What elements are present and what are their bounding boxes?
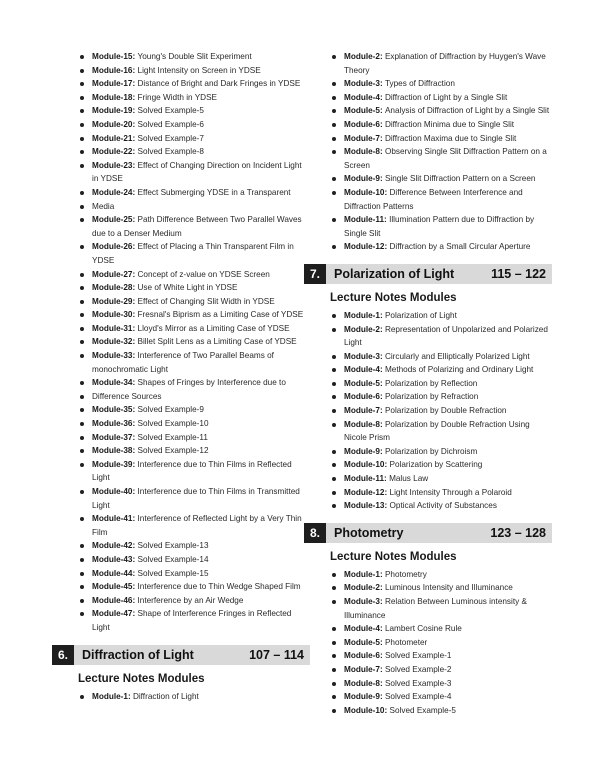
- module-label: Module-4: [344, 365, 380, 375]
- list-item: Module-41: Interference of Reflected Light by a Very Thin Film: [78, 512, 310, 539]
- module-title: Polarization by Refraction: [384, 392, 479, 402]
- module-label: Module-2: [344, 324, 380, 334]
- module-title: Polarization by Scattering: [389, 460, 483, 470]
- module-list: [78, 50, 310, 635]
- module-label: Module-29: [92, 296, 133, 306]
- list-item: Module-23: Effect of Changing Direction on Incident Light in YDSE: [78, 159, 310, 186]
- list-item: Module-38: Solved Example-12: [78, 444, 310, 458]
- list-item: Module-11: Malus Law: [330, 472, 552, 486]
- list-item: Module-34: Shapes of Fringes by Interference due to: [78, 376, 310, 390]
- module-label: Module-33: [92, 351, 133, 361]
- module-title: Lloyd's Mirror as a Limiting Case of YDSE: [137, 323, 290, 333]
- module-label: Module-30: [92, 310, 133, 320]
- list-item: Module-22: Solved Example-8: [78, 145, 310, 159]
- module-list: [330, 50, 552, 254]
- module-title: Diffraction of Light by a Single Slit: [384, 92, 508, 102]
- list-item: Module-37: Solved Example-11: [78, 431, 310, 445]
- module-label: Module-12: [344, 242, 385, 252]
- module-title: Interference due to Thin Wedge Shaped Film: [137, 582, 301, 592]
- module-title: Media: [92, 201, 115, 211]
- module-label: Module-38: [92, 446, 133, 456]
- module-title: Fresnal's Biprism as a Limiting Case of YDSE: [137, 310, 304, 320]
- module-title: Optical Activity of Substances: [389, 501, 497, 511]
- module-title: Light Intensity on Screen in YDSE: [137, 65, 261, 75]
- module-title: Solved Example-15: [137, 568, 209, 578]
- list-item: Module-17: Distance of Bright and Dark Fringes in YDSE: [78, 77, 310, 91]
- module-label: Module-10: [344, 460, 385, 470]
- list-item: Module-20: Solved Example-6: [78, 118, 310, 132]
- module-label: Module-7: [344, 664, 380, 674]
- list-item: Module-25: Path Difference Between Two Parallel Waves due to a Denser Medium: [78, 213, 310, 240]
- list-item: Module-6: Polarization by Refraction: [330, 390, 552, 404]
- module-title: Difference Sources: [92, 391, 162, 401]
- module-label: Module-23: [92, 160, 133, 170]
- module-label: Module-46: [92, 595, 133, 605]
- left-column: [57, 50, 310, 703]
- list-item: Module-29: Effect of Changing Slit Width in YDSE: [78, 295, 310, 309]
- module-title: Lambert Cosine Rule: [384, 624, 462, 634]
- module-title: Circularly and Elliptically Polarized Light: [384, 351, 530, 361]
- page-range: 123 – 128: [490, 525, 546, 540]
- module-label: Module-5: [344, 378, 380, 388]
- list-item: Module-10: Polarization by Scattering: [330, 458, 552, 472]
- page-range: 115 – 122: [491, 266, 546, 281]
- module-label: Module-15: [92, 52, 133, 61]
- module-title: Young's Double Slit Experiment: [137, 52, 252, 61]
- module-label: Module-21: [92, 133, 133, 143]
- list-item: Module-2: Explanation of Diffraction by Huygen's Wave Theory: [330, 50, 552, 77]
- list-item: [78, 200, 310, 214]
- module-title: Solved Example-6: [137, 119, 204, 129]
- module-label: Module-13: [344, 501, 385, 511]
- list-item: Module-4: Methods of Polarizing and Ordinary Light: [330, 363, 552, 377]
- module-title: Diffraction by a Small Circular Aperture: [389, 242, 531, 252]
- module-title: Analysis of Diffraction of Light by a Single Slit: [384, 106, 550, 116]
- lecture-notes-heading: Lecture Notes Modules: [330, 550, 457, 563]
- list-item: Module-8: Observing Single Slit Diffraction Pattern on a Screen: [330, 145, 552, 172]
- module-label: Module-6: [344, 392, 380, 402]
- module-label: Module-9: [344, 692, 380, 702]
- module-label: Module-40: [92, 487, 133, 496]
- module-title: Observing Single Slit Diffraction Pattern on a Screen: [344, 147, 547, 170]
- module-label: Module-44: [92, 568, 133, 578]
- list-item: Module-5: Polarization by Reflection: [330, 377, 552, 391]
- list-item: Module-7: Polarization by Double Refraction: [330, 404, 552, 418]
- module-title: Concept of z-value on YDSE Screen: [137, 269, 270, 279]
- list-item: Module-4: Diffraction of Light by a Single Slit: [330, 91, 552, 105]
- module-label: Module-8: [344, 147, 380, 157]
- list-item: Module-3: Circularly and Elliptically Polarized Light: [330, 350, 552, 364]
- list-item: Module-12: Light Intensity Through a Polaroid: [330, 486, 552, 500]
- module-label: Module-2: [344, 583, 380, 593]
- module-title: Interference of Reflected Light by a Very Thin Film: [92, 514, 302, 537]
- list-item: Module-11: Illumination Pattern due to Diffraction by Single Slit: [330, 213, 552, 240]
- module-title: Diffraction of Light: [132, 691, 199, 701]
- module-title: Polarization by Reflection: [384, 378, 478, 388]
- module-title: Diffraction Minima due to Single Slit: [384, 119, 515, 129]
- list-item: Module-43: Solved Example-14: [78, 553, 310, 567]
- list-item: Module-8: Polarization by Double Refraction Using Nicole Prism: [330, 418, 552, 445]
- module-label: Module-9: [344, 446, 380, 456]
- module-title: Effect Submerging YDSE in a Transparent: [137, 187, 291, 197]
- list-item: Module-1: Diffraction of Light: [78, 690, 310, 704]
- module-title: Illumination Pattern due to Diffraction by Single Slit: [344, 215, 535, 238]
- module-title: Solved Example-12: [137, 446, 209, 456]
- module-title: Interference due to Thin Films in Reflected Light: [92, 459, 292, 483]
- module-label: Module-1: [92, 691, 128, 701]
- list-item: Module-26: Effect of Placing a Thin Transparent Film in YDSE: [78, 240, 310, 267]
- list-item: Module-24: Effect Submerging YDSE in a Transparent: [78, 186, 310, 200]
- module-label: Module-27: [92, 269, 133, 279]
- module-title: Types of Diffraction: [384, 79, 455, 89]
- module-title: Diffraction Maxima due to Single Slit: [384, 133, 517, 143]
- module-label: Module-3: [344, 351, 380, 361]
- chapter-header-7: [304, 264, 552, 284]
- module-label: Module-9: [344, 174, 380, 184]
- module-title: Path Difference Between Two Parallel Waves due to a Denser Medium: [92, 215, 302, 238]
- list-item: Module-46: Interference by an Air Wedge: [78, 594, 310, 608]
- module-label: Module-22: [92, 147, 133, 157]
- module-label: Module-4: [344, 624, 380, 634]
- list-item: Module-39: Interference due to Thin Films in Reflected Light: [78, 458, 310, 485]
- module-title: Malus Law: [389, 474, 429, 484]
- module-label: Module-28: [92, 283, 133, 293]
- module-label: Module-25: [92, 215, 133, 225]
- list-item: Module-9: Single Slit Diffraction Pattern on a Screen: [330, 172, 552, 186]
- chapter-title: Photometry: [334, 525, 404, 540]
- list-item: Module-45: Interference due to Thin Wedge Shaped Film: [78, 580, 310, 594]
- chapter-title: Diffraction of Light: [82, 647, 194, 662]
- module-label: Module-37: [92, 432, 133, 442]
- module-label: Module-3: [344, 79, 380, 89]
- module-label: Module-10: [344, 705, 385, 715]
- list-item: Module-47: Shape of Interference Fringes in Reflected Light: [78, 607, 310, 634]
- module-label: Module-11: [344, 215, 385, 225]
- module-title: Photometry: [384, 569, 427, 579]
- module-label: Module-6: [344, 651, 380, 661]
- list-item: Module-13: Optical Activity of Substances: [330, 499, 552, 513]
- module-label: Module-45: [92, 582, 133, 592]
- module-title: Representation of Unpolarized and Polarized Light: [344, 324, 548, 348]
- list-item: Module-27: Concept of z-value on YDSE Screen: [78, 268, 310, 282]
- module-title: Solved Example-5: [137, 106, 204, 116]
- module-title: Effect of Placing a Thin Transparent Film in YDSE: [92, 242, 294, 265]
- module-label: Module-18: [92, 92, 133, 102]
- module-title: Solved Example-10: [137, 419, 209, 429]
- module-label: Module-35: [92, 405, 133, 415]
- list-item: Module-2: Representation of Unpolarized and Polarized Light: [330, 323, 552, 350]
- module-list: [330, 309, 552, 513]
- module-label: Module-17: [92, 79, 133, 89]
- module-title: Polarization by Dichroism: [384, 446, 478, 456]
- list-item: Module-1: Polarization of Light: [330, 309, 552, 323]
- list-item: Module-42: Solved Example-13: [78, 539, 310, 553]
- chapter-header-8: [304, 523, 552, 543]
- right-column: [309, 50, 552, 717]
- module-label: Module-11: [344, 474, 385, 484]
- list-item: Module-2: Luminous Intensity and Illuminance: [330, 581, 552, 595]
- module-title: Polarization by Double Refraction: [384, 406, 507, 416]
- module-label: Module-5: [344, 637, 380, 647]
- list-item: Module-44: Solved Example-15: [78, 567, 310, 581]
- module-label: Module-10: [344, 187, 385, 197]
- module-title: Single Slit Diffraction Pattern on a Screen: [384, 174, 536, 184]
- module-title: Solved Example-3: [384, 678, 452, 688]
- module-label: Module-43: [92, 554, 133, 564]
- list-item: Module-1: Photometry: [330, 568, 552, 582]
- module-label: Module-12: [344, 487, 385, 497]
- module-label: Module-7: [344, 133, 380, 143]
- module-title: Effect of Changing Slit Width in YDSE: [137, 296, 275, 306]
- module-title: Solved Example-14: [137, 554, 209, 564]
- list-item: Module-15: Young's Double Slit Experiment: [78, 50, 310, 64]
- module-label: Module-24: [92, 187, 133, 197]
- list-item: Module-5: Photometer: [330, 636, 552, 650]
- module-label: Module-4: [344, 92, 380, 102]
- module-label: Module-6: [344, 119, 380, 129]
- module-title: Solved Example-1: [384, 651, 452, 661]
- list-item: [78, 390, 310, 404]
- list-item: Module-30: Fresnal's Biprism as a Limiting Case of YDSE: [78, 308, 310, 322]
- list-item: Module-28: Use of White Light in YDSE: [78, 281, 310, 295]
- module-title: Interference by an Air Wedge: [137, 595, 244, 605]
- list-item: Module-40: Interference due to Thin Films in Transmitted Light: [78, 485, 310, 512]
- list-item: Module-33: Interference of Two Parallel Beams of monochromatic Light: [78, 349, 310, 376]
- list-item: Module-3: Relation Between Luminous intensity & Illuminance: [330, 595, 552, 622]
- module-title: Distance of Bright and Dark Fringes in YDSE: [137, 79, 301, 89]
- list-item: Module-5: Analysis of Diffraction of Light by a Single Slit: [330, 104, 552, 118]
- module-title: Solved Example-7: [137, 133, 204, 143]
- module-label: Module-1: [344, 310, 380, 320]
- module-title: Use of White Light in YDSE: [137, 283, 238, 293]
- list-item: Module-21: Solved Example-7: [78, 132, 310, 146]
- module-label: Module-19: [92, 106, 133, 116]
- module-label: Module-20: [92, 119, 133, 129]
- module-title: Luminous Intensity and Illuminance: [384, 583, 513, 593]
- module-title: Billet Split Lens as a Limiting Case of YDSE: [137, 337, 297, 347]
- module-title: Polarization of Light: [384, 310, 457, 320]
- module-title: Solved Example-2: [384, 664, 452, 674]
- module-title: Polarization by Double Refraction Using Nicole Prism: [344, 419, 530, 443]
- module-label: Module-2: [344, 52, 380, 61]
- module-title: Solved Example-9: [137, 405, 204, 415]
- module-label: Module-7: [344, 406, 380, 416]
- lecture-notes-heading: Lecture Notes Modules: [78, 672, 205, 685]
- module-title: Shapes of Fringes by Interference due to: [137, 378, 286, 388]
- list-item: Module-12: Diffraction by a Small Circular Aperture: [330, 240, 552, 254]
- module-label: Module-3: [344, 597, 380, 606]
- module-label: Module-26: [92, 242, 133, 252]
- list-item: Module-7: Solved Example-2: [330, 663, 552, 677]
- module-title: Relation Between Luminous intensity & Illuminance: [344, 597, 527, 620]
- list-item: Module-9: Polarization by Dichroism: [330, 445, 552, 459]
- list-item: Module-10: Solved Example-5: [330, 704, 552, 718]
- list-item: Module-16: Light Intensity on Screen in YDSE: [78, 64, 310, 78]
- module-label: Module-8: [344, 419, 380, 429]
- list-item: Module-4: Lambert Cosine Rule: [330, 622, 552, 636]
- chapter-header-6: [52, 645, 310, 665]
- list-item: Module-6: Solved Example-1: [330, 649, 552, 663]
- page-range: 107 – 114: [249, 647, 304, 662]
- module-title: Photometer: [384, 637, 428, 647]
- module-label: Module-39: [92, 459, 133, 469]
- chapter-number: 8.: [304, 523, 326, 543]
- module-title: Solved Example-13: [137, 541, 209, 551]
- module-list: [78, 690, 310, 704]
- module-label: Module-41: [92, 514, 133, 524]
- module-title: Difference Between Interference and Diffraction Patterns: [344, 187, 523, 211]
- module-label: Module-36: [92, 419, 133, 429]
- list-item: Module-7: Diffraction Maxima due to Single Slit: [330, 132, 552, 146]
- module-title: Fringe Width in YDSE: [137, 92, 217, 102]
- module-label: Module-31: [92, 323, 133, 333]
- module-list: [330, 568, 552, 718]
- list-item: Module-8: Solved Example-3: [330, 677, 552, 691]
- module-title: Interference due to Thin Films in Transmitted Light: [92, 487, 300, 510]
- list-item: Module-19: Solved Example-5: [78, 104, 310, 118]
- chapter-number: 6.: [52, 645, 74, 665]
- module-title: Interference of Two Parallel Beams of monochromatic Light: [92, 351, 274, 374]
- module-title: Solved Example-5: [389, 705, 456, 715]
- module-label: Module-16: [92, 65, 133, 75]
- list-item: Module-3: Types of Diffraction: [330, 77, 552, 91]
- list-item: Module-36: Solved Example-10: [78, 417, 310, 431]
- list-item: Module-35: Solved Example-9: [78, 403, 310, 417]
- module-title: Solved Example-4: [384, 692, 452, 702]
- lecture-notes-heading: Lecture Notes Modules: [330, 291, 457, 304]
- module-label: Module-32: [92, 337, 133, 347]
- module-title: Solved Example-8: [137, 147, 204, 157]
- list-item: Module-9: Solved Example-4: [330, 690, 552, 704]
- chapter-title: Polarization of Light: [334, 266, 455, 281]
- module-title: Effect of Changing Direction on Incident Light in YDSE: [92, 160, 302, 184]
- module-label: Module-8: [344, 678, 380, 688]
- list-item: Module-32: Billet Split Lens as a Limiting Case of YDSE: [78, 335, 310, 349]
- module-label: Module-1: [344, 569, 380, 579]
- module-title: Shape of Interference Fringes in Reflected Light: [92, 609, 292, 632]
- list-item: Module-6: Diffraction Minima due to Single Slit: [330, 118, 552, 132]
- list-item: Module-31: Lloyd's Mirror as a Limiting Case of YDSE: [78, 322, 310, 336]
- module-title: Explanation of Diffraction by Huygen's Wave Theory: [344, 52, 546, 75]
- module-label: Module-47: [92, 609, 133, 619]
- module-label: Module-42: [92, 541, 133, 551]
- list-item: Module-10: Difference Between Interference and Diffraction Patterns: [330, 186, 552, 213]
- chapter-number: 7.: [304, 264, 326, 284]
- module-title: Solved Example-11: [137, 432, 208, 442]
- module-title: Methods of Polarizing and Ordinary Light: [384, 365, 534, 375]
- list-item: Module-18: Fringe Width in YDSE: [78, 91, 310, 105]
- module-title: Light Intensity Through a Polaroid: [389, 487, 512, 497]
- module-label: Module-5: [344, 106, 380, 116]
- module-label: Module-34: [92, 378, 133, 388]
